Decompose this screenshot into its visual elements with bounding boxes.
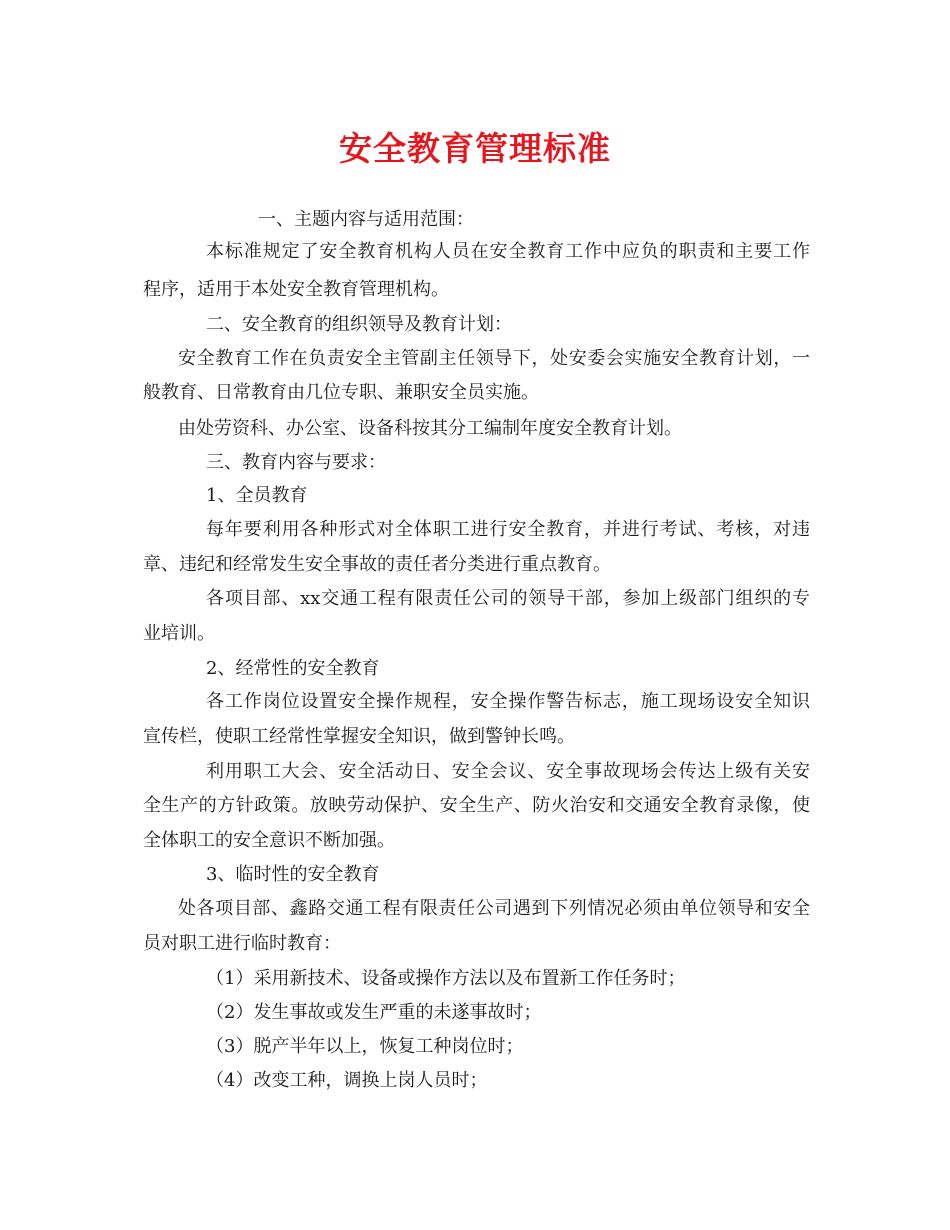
item-1-paragraph-1-line-1: 每年要利用各种形式对全体职工进行安全教育，并进行考试、考核，对违 <box>206 519 810 540</box>
item-2-paragraph-1-line-2: 宣传栏，使职工经常性掌握安全知识，做到警钟长鸣。 <box>143 726 575 747</box>
item-1-heading: 1、全员教育 <box>206 485 308 506</box>
section-1-paragraph-line-1: 本标准规定了安全教育机构人员在安全教育工作中应负的职责和主要工作 <box>206 241 810 262</box>
section-2-heading: 二、安全教育的组织领导及教育计划： <box>206 314 512 335</box>
item-2-paragraph-2-line-2: 全生产的方针政策。放映劳动保护、安全生产、防火治安和交通安全教育录像，使 <box>143 795 810 816</box>
item-3-heading: 3、临时性的安全教育 <box>206 864 380 885</box>
list-item-3: （3）脱产半年以上，恢复工种岗位时； <box>206 1036 524 1057</box>
item-2-paragraph-1-line-1: 各工作岗位设置安全操作规程，安全操作警告标志，施工现场设安全知识 <box>206 691 810 712</box>
list-item-4: （4）改变工种，调换上岗人员时； <box>206 1070 488 1091</box>
item-3-paragraph-line-2: 员对职工进行临时教育： <box>143 933 341 954</box>
list-item-1: （1）采用新技术、设备或操作方法以及布置新工作任务时； <box>206 968 686 989</box>
item-2-paragraph-2-line-1: 利用职工大会、安全活动日、安全会议、安全事故现场会传达上级有关安 <box>206 761 810 782</box>
item-2-paragraph-2-line-3: 全体职工的安全意识不断加强。 <box>143 830 395 851</box>
section-2-paragraph-1-line-2: 般教育、日常教育由几位专职、兼职安全员实施。 <box>143 382 539 403</box>
list-item-2: （2）发生事故或发生严重的未遂事故时； <box>206 1002 542 1023</box>
section-2-paragraph-1-line-1: 安全教育工作在负责安全主管副主任领导下，处安委会实施安全教育计划，一 <box>178 348 810 369</box>
section-3-heading: 三、教育内容与要求： <box>206 452 386 473</box>
item-1-paragraph-1-line-2: 章、违纪和经常发生安全事故的责任者分类进行重点教育。 <box>143 554 611 575</box>
document-title: 安全教育管理标准 <box>339 129 611 168</box>
section-1-paragraph-line-2: 程序，适用于本处安全教育管理机构。 <box>143 279 449 300</box>
item-3-paragraph-line-1: 处各项目部、鑫路交通工程有限责任公司遇到下列情况必须由单位领导和安全 <box>178 898 810 919</box>
section-2-paragraph-2: 由处劳资科、办公室、设备科按其分工编制年度安全教育计划。 <box>178 418 682 439</box>
item-1-paragraph-2-line-1: 各项目部、xx交通工程有限责任公司的领导干部，参加上级部门组织的专 <box>206 588 810 609</box>
section-1-heading: 一、主题内容与适用范围： <box>258 209 474 230</box>
item-1-paragraph-2-line-2: 业培训。 <box>143 623 215 644</box>
item-2-heading: 2、经常性的安全教育 <box>206 658 380 679</box>
